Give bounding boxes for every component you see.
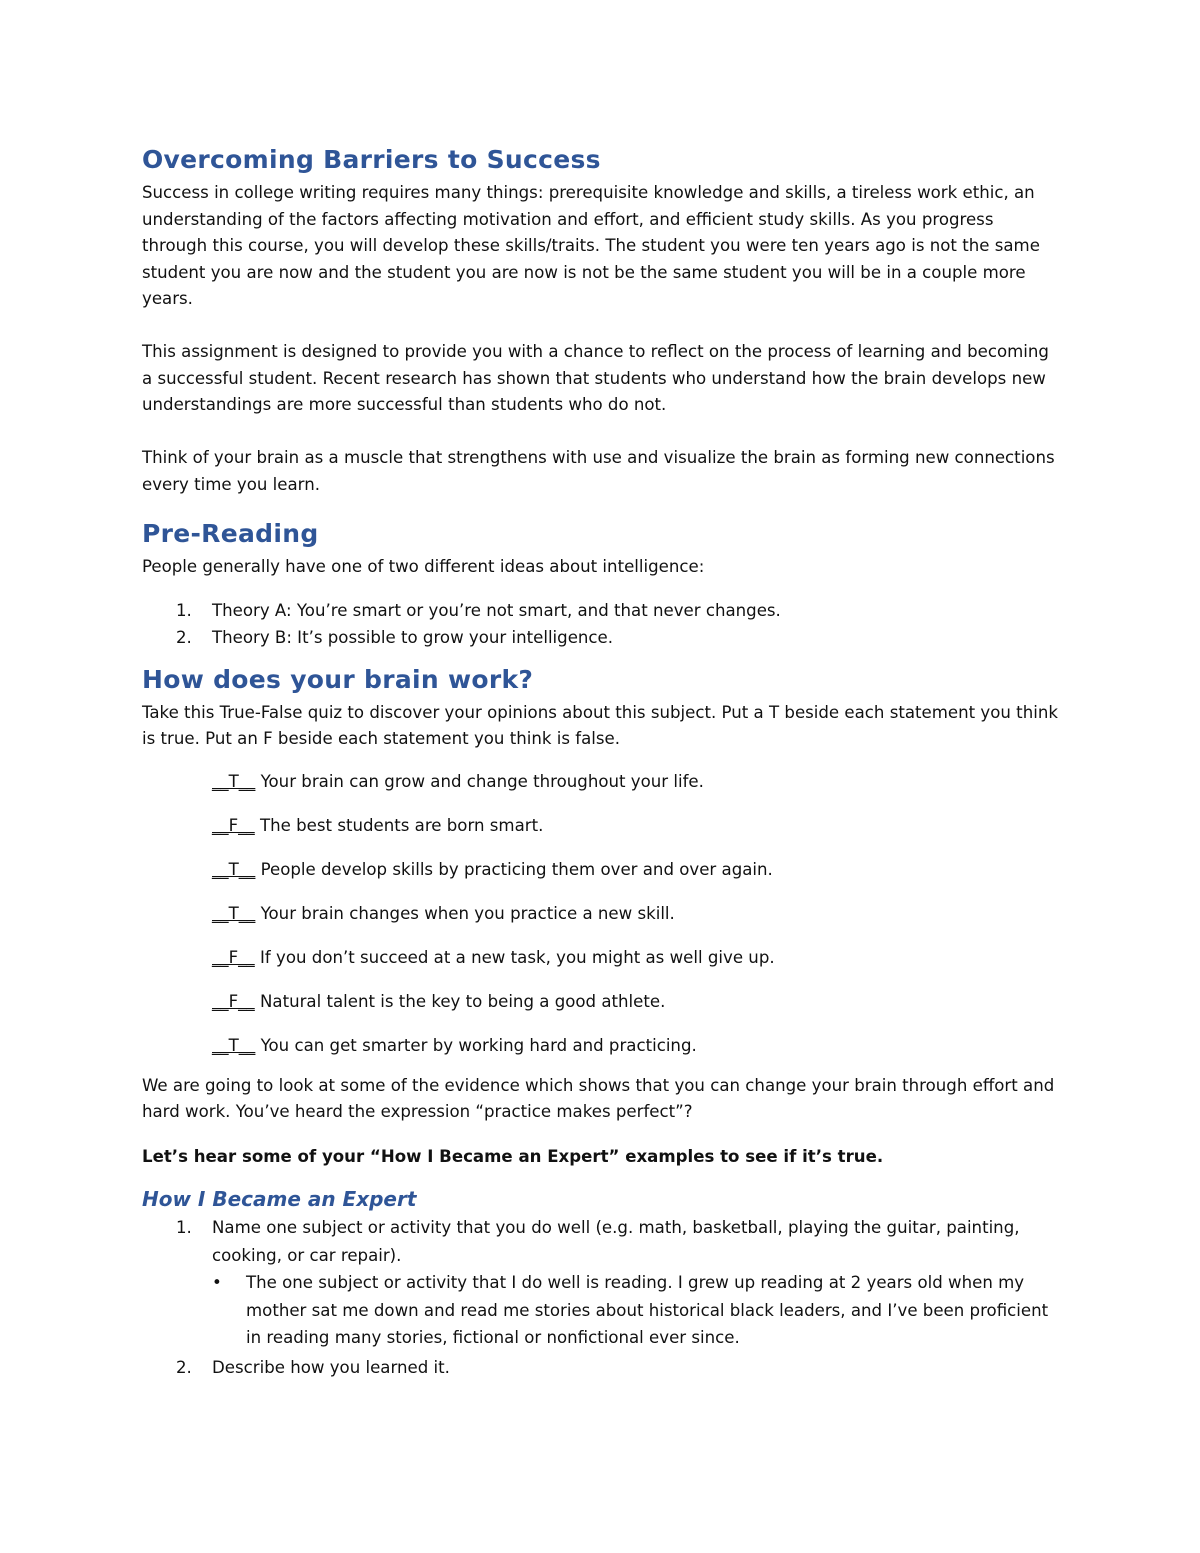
expert-questions: [142, 1214, 1062, 1269]
quiz-item: [212, 857, 1062, 883]
quiz-answer: __F__: [212, 815, 255, 835]
quiz-statement: The best students are born smart.: [254, 815, 544, 835]
quiz-item: [212, 1033, 1062, 1059]
bullet-icon: •: [212, 1273, 222, 1292]
quiz-answer: __T__: [212, 771, 256, 791]
heading-how-i-became-expert: How I Became an Expert: [142, 1187, 417, 1211]
list-number: 2.: [176, 628, 192, 647]
expert-prompt: Let’s hear some of your “How I Became an Expert” examples to see if it’s true.: [142, 1146, 884, 1166]
answer-text: The one subject or activity that I do well is reading. I grew up reading at 2 years old when my mother sat me down and read me stories about historical black leaders, and I’ve been proficient in reading many stories, fictional or nonfictional ever since.: [246, 1273, 1049, 1347]
list-item: [212, 1269, 1062, 1352]
quiz-answer: __T__: [212, 859, 256, 879]
intro-paragraph: Success in college writing requires many things: prerequisite knowledge and skills, a tireless work ethic, an understanding of the factors affecting motivation and effort, and efficient study skills. As you progress through this course, you will develop these skills/traits. The student you were ten years ago is not the same student you are now and the student you are now is not be the same student you will be in a couple more years.: [142, 183, 1040, 308]
quiz-answer: __T__: [212, 1035, 256, 1055]
answer-list: [212, 1269, 1062, 1352]
quiz-statement: Natural talent is the key to being a good athlete.: [254, 991, 666, 1011]
quiz-statement: Your brain changes when you practice a new skill.: [255, 903, 675, 923]
document-page: [142, 140, 1062, 1381]
pre-reading-intro: People generally have one of two different ideas about intelligence:: [142, 557, 705, 576]
quiz-item: [212, 901, 1062, 927]
quiz-statement: Your brain can grow and change throughout your life.: [255, 771, 704, 791]
evidence-paragraph: We are going to look at some of the evidence which shows that you can change your brain through effort and hard work. You’ve heard the expression “practice makes perfect”?: [142, 1075, 1055, 1121]
list-item-text: Theory A: You’re smart or you’re not smart, and that never changes.: [212, 600, 781, 620]
quiz-statement: You can get smarter by working hard and practicing.: [255, 1035, 697, 1055]
question-text: Name one subject or activity that you do well (e.g. math, basketball, playing the guitar, painting, cooking, or car repair).: [212, 1218, 1020, 1265]
question-text: Describe how you learned it.: [212, 1357, 450, 1377]
theory-list: [142, 597, 1062, 652]
quiz-answer: __F__: [212, 991, 255, 1011]
list-number: 1.: [176, 1218, 192, 1237]
heading-how-brain-works: How does your brain work?: [142, 664, 534, 694]
list-item-text: Theory B: It’s possible to grow your intelligence.: [212, 628, 614, 647]
quiz-answer: __T__: [212, 903, 256, 923]
list-item: [142, 597, 1062, 625]
list-number: 1.: [176, 600, 192, 620]
assignment-paragraph: This assignment is designed to provide you with a chance to reflect on the process of learning and becoming a successful student. Recent research has shown that students who understand how the brain develops new understandings are more successful than students who do not.: [142, 342, 1049, 414]
list-item: [142, 624, 1062, 652]
list-item: [142, 1354, 1062, 1382]
true-false-quiz: [212, 769, 1062, 1059]
quiz-statement: If you don’t succeed at a new task, you might as well give up.: [254, 947, 775, 967]
quiz-item: [212, 945, 1062, 971]
heading-overcoming-barriers: Overcoming Barriers to Success: [142, 145, 601, 174]
quiz-intro: Take this True-False quiz to discover your opinions about this subject. Put a T beside each statement you think is true. Put an F beside each statement you think is false.: [142, 702, 1058, 748]
quiz-statement: People develop skills by practicing them over and over again.: [255, 859, 773, 879]
expert-questions-continued: [142, 1354, 1062, 1382]
list-number: 2.: [176, 1357, 192, 1377]
quiz-answer: __F__: [212, 947, 255, 967]
heading-pre-reading: Pre-Reading: [142, 519, 319, 548]
quiz-item: [212, 989, 1062, 1015]
brain-muscle-paragraph: Think of your brain as a muscle that strengthens with use and visualize the brain as forming new connections every time you learn.: [142, 448, 1055, 494]
quiz-item: [212, 813, 1062, 839]
list-item: [142, 1214, 1062, 1269]
quiz-item: [212, 769, 1062, 795]
